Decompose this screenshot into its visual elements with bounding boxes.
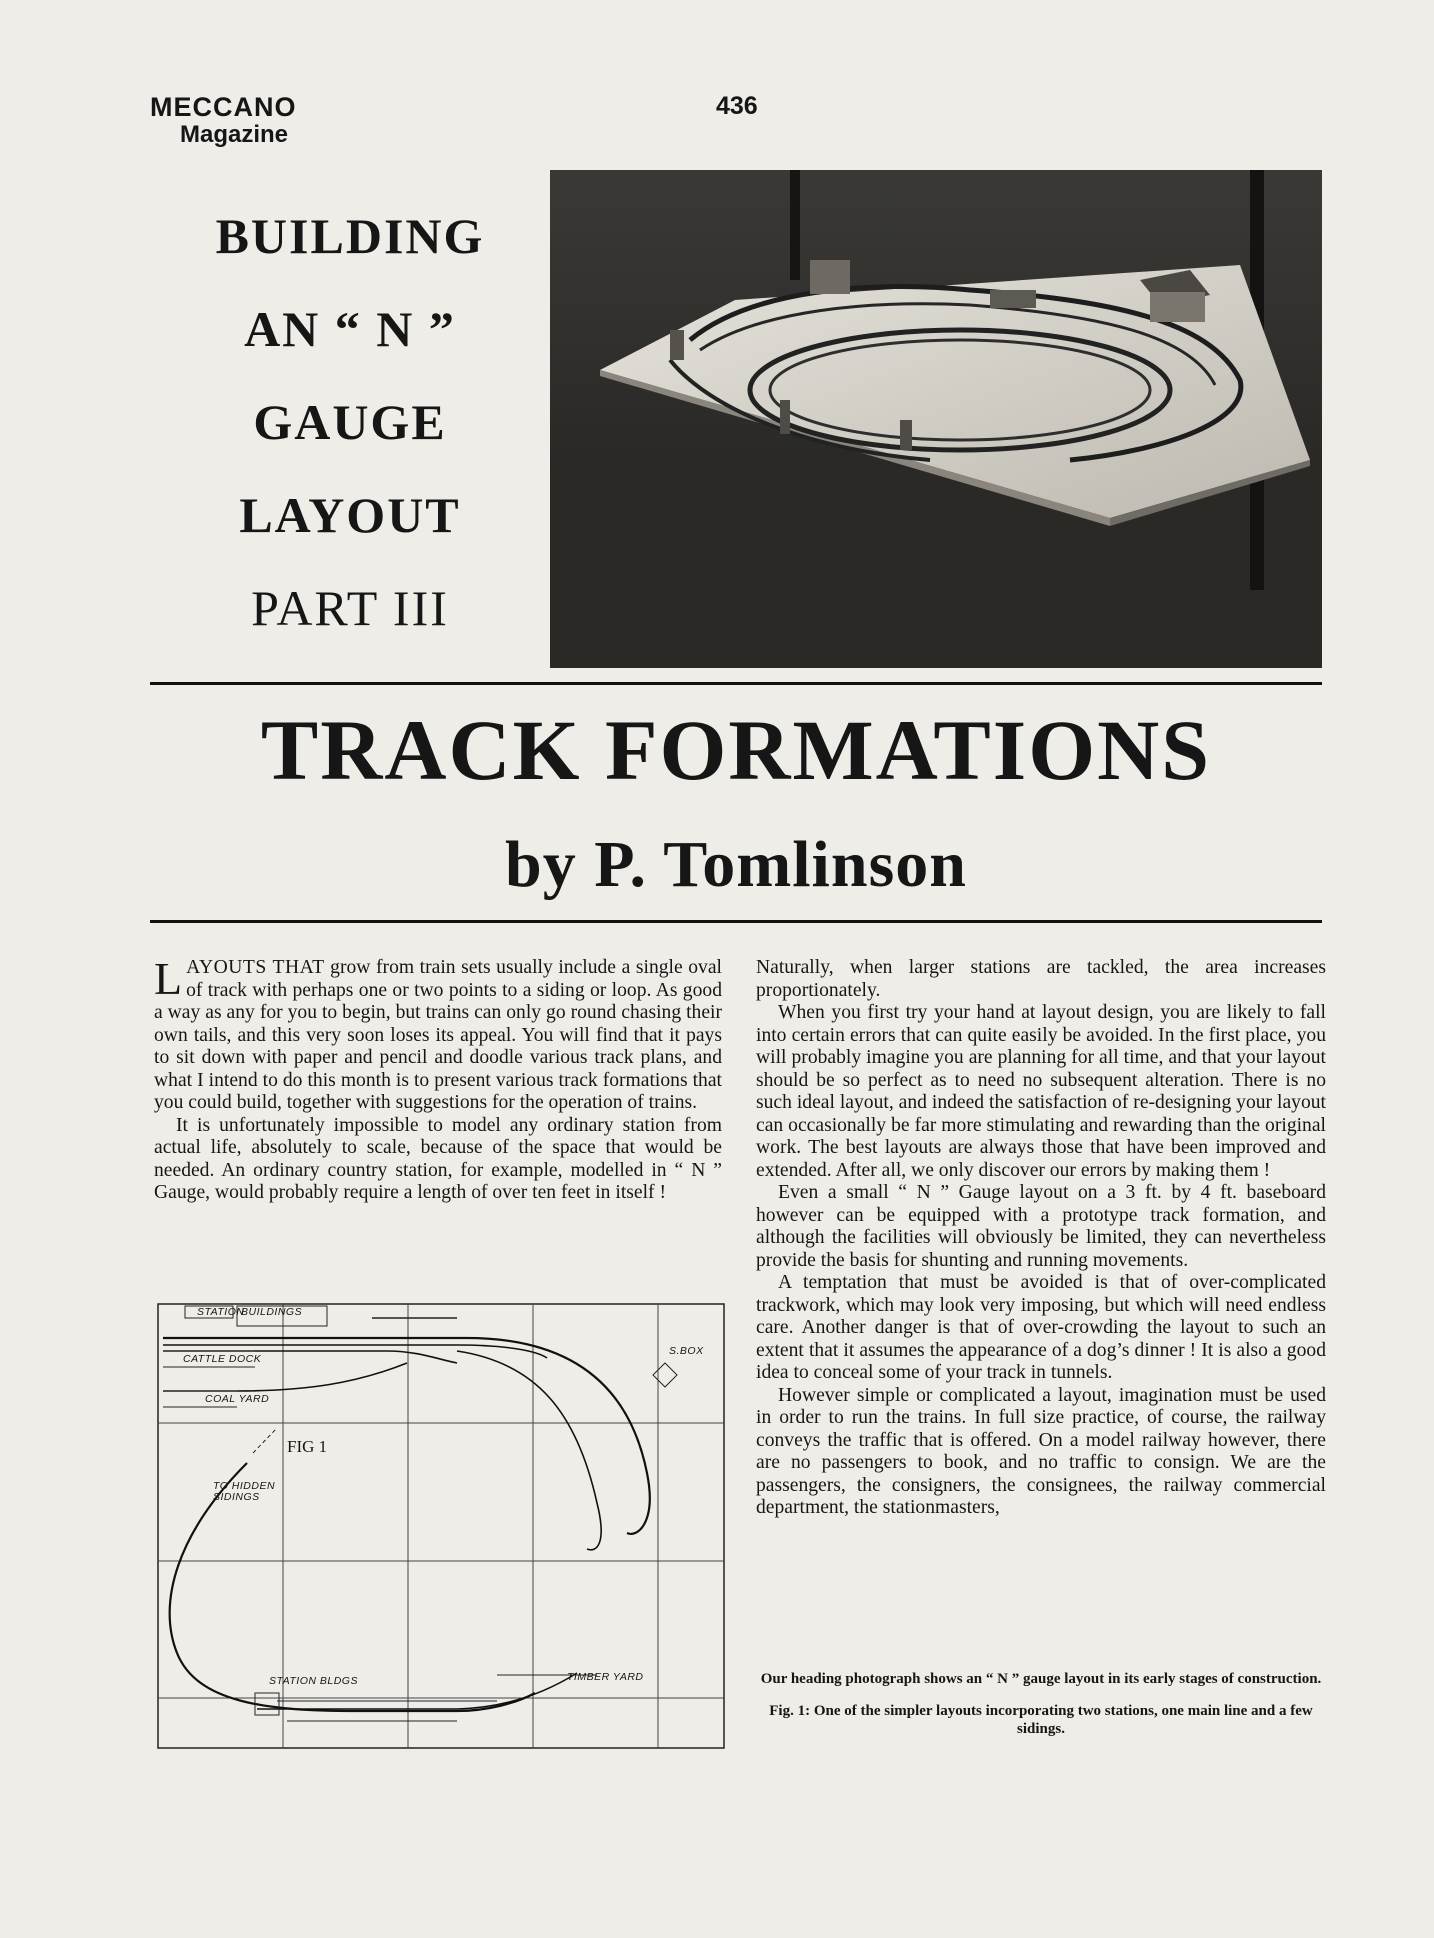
figure-1 xyxy=(157,1303,725,1749)
heading-photograph xyxy=(550,170,1322,668)
paragraph: Naturally, when larger stations are tackled, the area increases proportionately. xyxy=(756,957,1326,1001)
label-station-bldgs: STATION BLDGS xyxy=(269,1675,358,1687)
masthead xyxy=(150,92,297,149)
byline: by P. Tomlinson xyxy=(505,828,967,901)
label-buildings: BUILDINGS xyxy=(241,1306,303,1318)
rule-bottom xyxy=(150,920,1322,923)
rule-top xyxy=(150,682,1322,685)
paragraph: Even a small “ N ” Gauge layout on a 3 ft. by 4 ft. baseboard however can be equipped with a prototype track formation, and although the facilities will obviously be limited, they can nevertheless provide the basis for shunting and running movements. xyxy=(756,1182,1326,1271)
paragraph: However simple or complicated a layout, imagination must be used in order to run the trains. In full size practice, of course, the railway conveys the traffic that is offered. On a model railway however, there are no passengers to book, and no traffic to consign. We are the passengers, the consigners, the consignees, the railway commercial department, the stationmasters, xyxy=(756,1384,1326,1518)
masthead-magazine: Magazine xyxy=(180,121,289,149)
lead-in: AYOUTS THAT xyxy=(186,957,325,978)
series-title-line-4: LAYOUT xyxy=(239,487,461,543)
drop-cap: L xyxy=(154,953,183,1004)
layout-photo-icon xyxy=(550,170,1322,668)
headline: TRACK FORMATIONS xyxy=(260,702,1212,798)
label-coal-yard: COAL YARD xyxy=(205,1393,270,1405)
figure-title: FIG 1 xyxy=(287,1437,328,1456)
series-part: PART III xyxy=(251,580,449,636)
masthead-meccano: MECCANO xyxy=(150,92,297,122)
label-station: STATION xyxy=(197,1306,245,1318)
article-column-2 xyxy=(756,957,1326,1520)
paragraph: It is unfortunately impossible to model any ordinary station from actual life, absolutely to scale, because of the space that would be needed. An ordinary country station, for example, modelled in “ N ” Gauge, would probably require a length of over ten feet in itself ! xyxy=(154,1114,722,1203)
series-title-line-3: GAUGE xyxy=(253,394,447,450)
label-timber-yard: TIMBER YARD xyxy=(567,1671,644,1683)
paragraph: A temptation that must be avoided is that of over-complicated trackwork, which may look very imposing, but which will need endless care. Another danger is that of over-crowding the layout to such an extent that it assumes the appearance of a dog’s dinner ! It is also a good idea to conceal some of your track in tunnels. xyxy=(756,1272,1326,1383)
label-cattle-dock: CATTLE DOCK xyxy=(183,1353,262,1365)
paragraph xyxy=(154,953,722,1115)
label-hidden-sidings: TO HIDDEN SIDINGS xyxy=(213,1480,276,1503)
series-title-line-2: AN “ N ” xyxy=(244,301,456,357)
series-title-line-1: BUILDING xyxy=(215,208,485,264)
figure-caption: Fig. 1: One of the simpler layouts incorporating two stations, one main line and a few sidings. xyxy=(769,1703,1313,1737)
paragraph: When you first try your hand at layout design, you are likely to fall into certain errors that can quite easily be avoided. In the first place, you will probably imagine you are planning for all time, and that your layout should be so perfect as to need no subsequent alteration. There is no such ideal layout, and indeed the satisfaction of re-designing your layout can occasionally be far more stimulating and rewarding than the original work. The best layouts are always those that have been improved and extended. After all, we only discover our errors by making them ! xyxy=(756,1002,1326,1181)
series-title xyxy=(150,190,550,655)
label-signal-box: S.BOX xyxy=(669,1345,704,1357)
captions xyxy=(756,1670,1326,1752)
photo-caption: Our heading photograph shows an “ N ” gauge layout in its early stages of construction. xyxy=(760,1671,1322,1687)
article-column-1 xyxy=(154,953,722,1205)
paragraph-text: grow from train sets usually include a single oval of track with perhaps one or two points to a siding or loop. As good a way as any for you to begin, but trains can only go round chasing their own tails, and this very soon loses its appeal. You will find that it pays to sit down with paper and pencil and doodle various track plans, and what I intend to do this month is to present various track formations that you could build, together with suggestions for the operation of trains. xyxy=(154,957,722,1113)
page-number: 436 xyxy=(716,92,758,120)
